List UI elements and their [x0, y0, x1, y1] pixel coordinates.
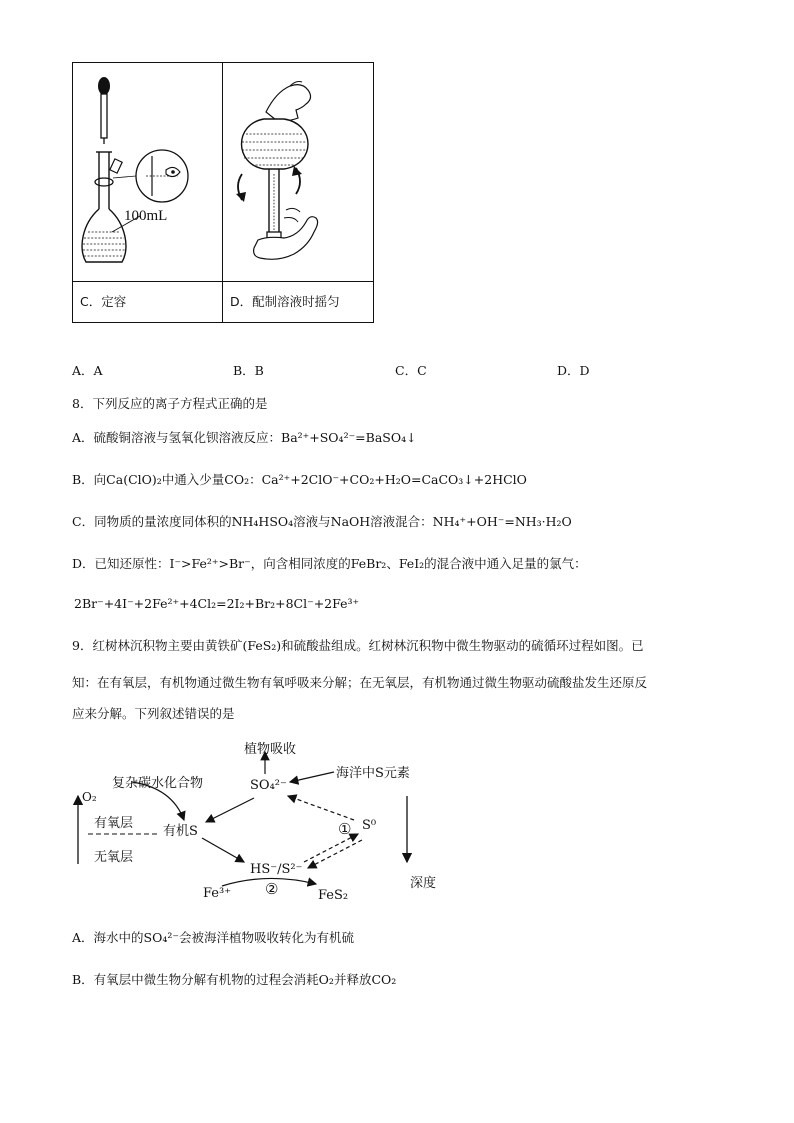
flask-volume-label: 100mL — [124, 208, 168, 224]
sea-s-arrow — [290, 772, 334, 782]
cell-c-label: C．定容 — [80, 294, 127, 309]
hs-to-s0-arrow — [304, 834, 358, 862]
label-s0: S⁰ — [362, 818, 377, 833]
dropper-bulb — [98, 77, 110, 95]
bottom-hand — [254, 217, 318, 260]
inverted-flask-bulb — [242, 119, 309, 169]
label-so4: SO₄²⁻ — [250, 778, 287, 793]
label-anaerobic: 无氧层 — [94, 850, 134, 865]
graduation-ring — [95, 178, 113, 186]
q8-option-b: B．向Ca(ClO)₂中通入少量CO₂：Ca²⁺+2ClO⁻+CO₂+H₂O=CaCO₃↓+2HClO — [72, 472, 527, 487]
flask-body — [82, 209, 126, 262]
label-depth: 深度 — [410, 876, 437, 891]
label-hs-s2: HS⁻/S²⁻ — [250, 862, 303, 877]
q8-option-a: A．硫酸铜溶液与氢氧化钡溶液反应：Ba²⁺+SO₄²⁻=BaSO₄↓ — [72, 430, 417, 445]
q9-stem-line3: 应来分解。下列叙述错误的是 — [72, 706, 235, 721]
so4-to-organic-arrow — [206, 798, 254, 822]
label-fe3: Fe³⁺ — [203, 886, 232, 901]
label-complex-carb: 复杂碳水化合物 — [112, 776, 204, 791]
s0-to-hs-arrow — [308, 840, 362, 868]
shaking-flask-illustration — [224, 64, 370, 279]
s0-to-so4-arrow — [288, 796, 354, 820]
q7-option-c: C．C — [395, 363, 427, 378]
q8-option-d-equation: 2Br⁻+4I⁻+2Fe²⁺+4Cl₂=2I₂+Br₂+8Cl⁻+2Fe³⁺ — [74, 596, 360, 611]
q7-option-d: D．D — [557, 363, 590, 378]
label-fes2: FeS₂ — [318, 888, 349, 903]
q9-stem-line2: 知：在有氧层，有机物通过微生物有氧呼吸来分解；在无氧层，有机物通过微生物驱动硫酸盐发生还原反 — [72, 675, 648, 690]
q9-option-a: A．海水中的SO₄²⁻会被海洋植物吸收转化为有机硫 — [72, 930, 354, 945]
q8-stem: 8．下列反应的离子方程式正确的是 — [72, 396, 268, 411]
cell-d-label: D．配制溶液时摇匀 — [230, 294, 340, 309]
dropper-tube — [101, 94, 107, 138]
label-plant-absorb: 植物吸收 — [244, 742, 297, 757]
q7-option-b: B．B — [233, 363, 264, 378]
top-hand — [266, 85, 311, 121]
label-organic-s: 有机S — [163, 824, 198, 839]
q7-option-a: A．A — [72, 363, 103, 378]
q9-stem-line1: 9．红树林沉积物主要由黄铁矿(FeS₂)和硫酸盐组成。红树林沉积物中微生物驱动的硫循环过程如图。已 — [72, 638, 644, 653]
organic-to-hs-arrow — [202, 838, 244, 862]
table-divider-vertical — [222, 62, 223, 322]
label-o2: O₂ — [82, 790, 97, 804]
q8-option-c: C．同物质的量浓度同体积的NH₄HSO₄溶液与NaOH溶液混合：NH₄⁺+OH⁻=NH₃·H₂O — [72, 514, 572, 529]
label-circle-2: ② — [265, 880, 279, 898]
label-circle-1: ① — [338, 820, 352, 838]
volumetric-flask-illustration — [74, 64, 220, 279]
table-divider-horizontal — [72, 281, 373, 282]
q8-option-d: D．已知还原性：I⁻>Fe²⁺>Br⁻，向含相同浓度的FeBr₂、FeI₂的混合液中通入足量的氯气： — [72, 556, 587, 571]
label-aerobic: 有氧层 — [94, 816, 134, 831]
label-sea-s: 海洋中S元素 — [336, 766, 410, 781]
q9-option-b: B．有氧层中微生物分解有机物的过程会消耗O₂并释放CO₂ — [72, 972, 397, 987]
